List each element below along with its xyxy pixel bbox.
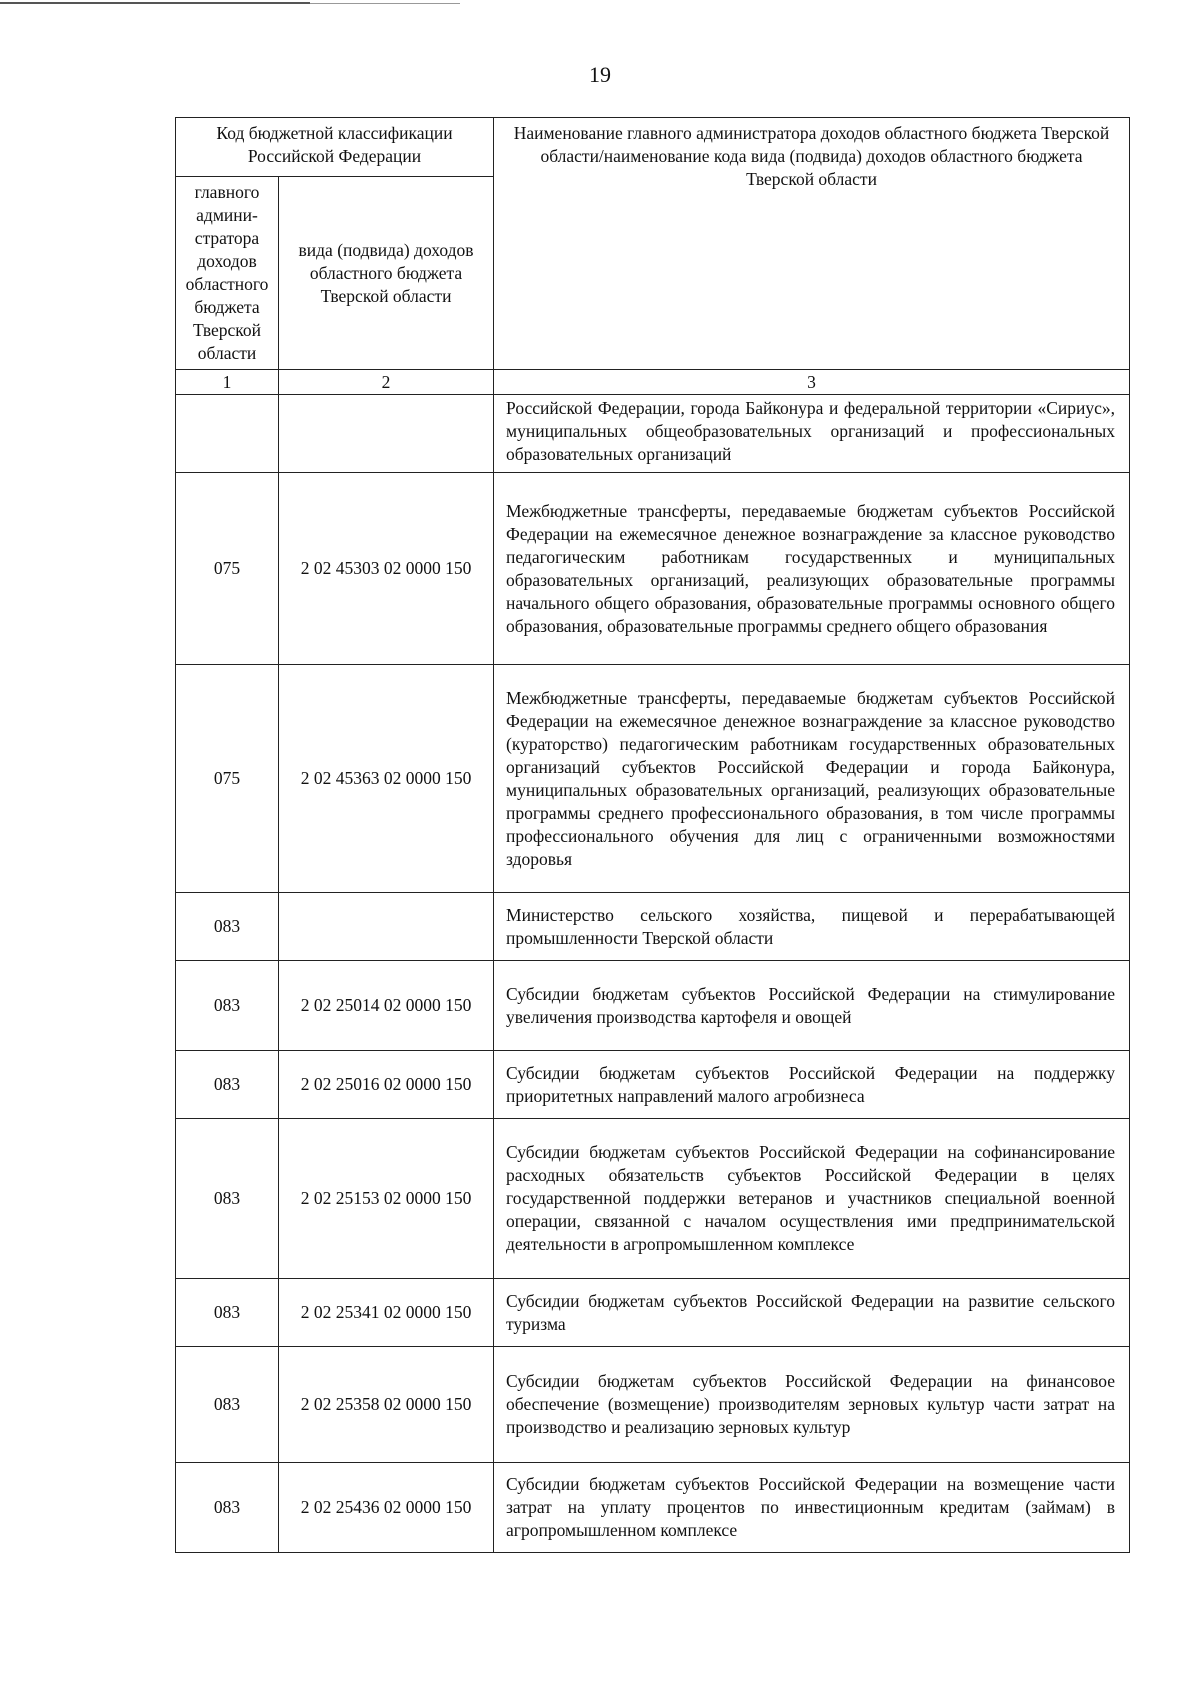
admin-code-cell: 083 (176, 1279, 279, 1347)
table-row (176, 961, 1130, 1051)
table-row (176, 1051, 1130, 1119)
admin-code-cell: 083 (176, 961, 279, 1051)
table-row (176, 893, 1130, 961)
column-number-row (176, 370, 1130, 395)
header-group-title: Код бюджетной классификации Российской Федерации (176, 118, 494, 177)
header-col1-title: главного админи-стратора доходов областного бюджета Тверской области (176, 177, 279, 370)
admin-code-cell: 083 (176, 1119, 279, 1279)
kbk-code-cell: 2 02 25014 02 0000 150 (279, 961, 494, 1051)
name-cell: Субсидии бюджетам субъектов Российской Федерации на софинансирование расходных обязательств субъектов Российской Федерации в целях государственной поддержки ветеранов и участников специальной военной операции, связанной с началом осуществления ими предпринимательской деятельности в агропромышленном комплексе (494, 1119, 1130, 1279)
name-cell: Межбюджетные трансферты, передаваемые бюджетам субъектов Российской Федерации на ежемесячное денежное вознаграждение за классное руководство (кураторство) педагогическим работникам государственных образовательных организаций субъектов Российской Федерации и города Байконура, муниципальных образовательных организаций, реализующих образовательные программы среднего профессионального образования, в том числе программы профессионального обучения для лиц с ограниченными возможностями здоровья (494, 665, 1130, 893)
header-col3-title: Наименование главного администратора доходов областного бюджета Тверской области/наименование кода вида (подвида) доходов областного бюджета Тверской области (494, 118, 1130, 370)
name-cell: Субсидии бюджетам субъектов Российской Федерации на поддержку приоритетных направлений малого агробизнеса (494, 1051, 1130, 1119)
table-row (176, 665, 1130, 893)
header-col2-title: вида (подвида) доходов областного бюджета Тверской области (279, 177, 494, 370)
admin-code-cell: 083 (176, 1463, 279, 1553)
admin-code-cell: 083 (176, 1051, 279, 1119)
admin-code-cell: 075 (176, 665, 279, 893)
column-number: 3 (494, 370, 1130, 395)
name-cell: Субсидии бюджетам субъектов Российской Федерации на стимулирование увеличения производства картофеля и овощей (494, 961, 1130, 1051)
table-row (176, 1119, 1130, 1279)
kbk-code-cell (279, 893, 494, 961)
kbk-code-cell: 2 02 25153 02 0000 150 (279, 1119, 494, 1279)
kbk-code-cell: 2 02 25358 02 0000 150 (279, 1347, 494, 1463)
table-header-row (176, 118, 1130, 177)
table-row (176, 1347, 1130, 1463)
kbk-code-cell: 2 02 25436 02 0000 150 (279, 1463, 494, 1553)
kbk-code-cell: 2 02 25016 02 0000 150 (279, 1051, 494, 1119)
kbk-code-cell: 2 02 25341 02 0000 150 (279, 1279, 494, 1347)
name-cell: Субсидии бюджетам субъектов Российской Федерации на развитие сельского туризма (494, 1279, 1130, 1347)
admin-code-cell: 083 (176, 1347, 279, 1463)
column-number: 1 (176, 370, 279, 395)
table-row (176, 473, 1130, 665)
admin-code-cell (176, 395, 279, 473)
name-cell: Министерство сельского хозяйства, пищевой и перерабатывающей промышленности Тверской области (494, 893, 1130, 961)
kbk-code-cell (279, 395, 494, 473)
name-cell: Российской Федерации, города Байконура и федеральной территории «Сириус», муниципальных общеобразовательных организаций и профессиональных образовательных организаций (494, 395, 1130, 473)
page-number: 19 (589, 62, 611, 87)
table-row (176, 1279, 1130, 1347)
name-cell: Субсидии бюджетам субъектов Российской Федерации на возмещение части затрат на уплату процентов по инвестиционным кредитам (займам) в агропромышленном комплексе (494, 1463, 1130, 1553)
name-cell: Субсидии бюджетам субъектов Российской Федерации на финансовое обеспечение (возмещение) производителям зерновых культур части затрат на производство и реализацию зерновых культур (494, 1347, 1130, 1463)
scan-edge-line (310, 3, 460, 4)
admin-code-cell: 075 (176, 473, 279, 665)
table-row (176, 1463, 1130, 1553)
scan-edge-line (0, 2, 310, 4)
budget-classification-table (175, 117, 1130, 1553)
kbk-code-cell: 2 02 45303 02 0000 150 (279, 473, 494, 665)
admin-code-cell: 083 (176, 893, 279, 961)
column-number: 2 (279, 370, 494, 395)
name-cell: Межбюджетные трансферты, передаваемые бюджетам субъектов Российской Федерации на ежемесячное денежное вознаграждение за классное руководство педагогическим работникам государственных и муниципальных образовательных организаций, реализующих образовательные программы начального общего образования, образовательные программы основного общего образования, образовательные программы среднего общего образования (494, 473, 1130, 665)
kbk-code-cell: 2 02 45363 02 0000 150 (279, 665, 494, 893)
table-row (176, 395, 1130, 473)
